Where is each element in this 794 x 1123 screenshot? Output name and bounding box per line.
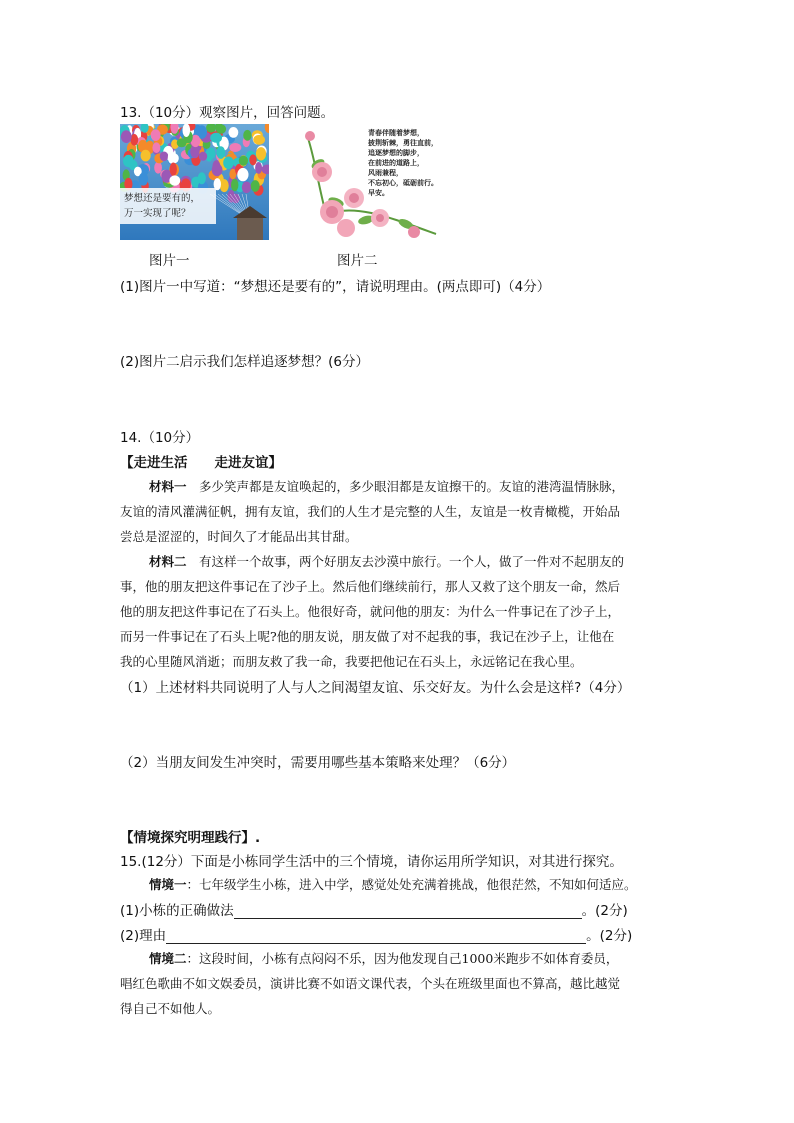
balloon-shape: [216, 124, 226, 134]
q14-section-title: 【走进生活 走进友谊】: [120, 455, 282, 471]
q13-sub1: (1)图片一中写道：“梦想还是要有的”，请说明理由。(两点即可)（4分）: [120, 279, 551, 295]
scene1-text: ：七年级学生小栋，进入中学，感觉处处充满着挑战，他很茫然，不知如何适应。: [186, 877, 637, 892]
poem-line: 风雨兼程，: [368, 168, 403, 177]
q15-sub1-suffix: 。(2分): [581, 903, 628, 919]
poem-line: 早安。: [368, 188, 389, 197]
material1-line-1: [149, 477, 624, 495]
balloon-shape: [141, 150, 151, 162]
balloon-shape: [243, 130, 251, 141]
balloon-shape: [229, 143, 241, 152]
material2-text: 有这样一个故事，两个好朋友去沙漠中旅行。一个人，做了一件对不起朋友的: [186, 554, 625, 569]
balloon-shape: [237, 168, 248, 181]
balloon-shape: [171, 154, 179, 164]
answer-blank-2[interactable]: [166, 930, 586, 944]
caption-picture-two: 图片二: [337, 253, 378, 269]
material2-line-1: [149, 552, 624, 570]
balloon-shape: [152, 142, 160, 153]
house-icon: [237, 218, 263, 240]
balloon-shape: [199, 152, 207, 161]
scene2-text: ：这段时间，小栋有点闷闷不乐，因为他发现自己1000米跑步不如体育委员，: [186, 951, 619, 966]
house-roof-icon: [233, 206, 267, 218]
balloon-shape: [256, 147, 266, 160]
scene1-label: 情境一: [149, 877, 187, 892]
q15-section-title: 【情境探究明理践行】.: [120, 830, 261, 846]
scene2-line-1: [149, 949, 618, 967]
balloon-shape: [231, 179, 238, 192]
q15-sub1-prefix: (1)小栋的正确做法: [120, 903, 234, 919]
picture-two-roses: [296, 124, 440, 240]
material2-line-5: 我的心里随风消逝；而朋友救了我一命，我要把他记在石头上，永远铭记在我心里。: [120, 654, 583, 669]
q15-heading: 15.(12分）下面是小栋同学生活中的三个情境，请你运用所学知识，对其进行探究。: [120, 854, 623, 870]
material1-line-2: 友谊的清风灌满征帆，拥有友谊，我们的人生才是完整的人生，友谊是一枚青橄榄，开始品: [120, 504, 621, 519]
balloon-shape: [239, 156, 248, 166]
balloon-shape: [151, 129, 161, 141]
balloon-shape: [229, 127, 239, 138]
balloon-shape: [183, 124, 191, 137]
q13-sub2: (2)图片二启示我们怎样追逐梦想？(6分）: [120, 354, 369, 370]
q14-sub2: （2）当朋友间发生冲突时，需要用哪些基本策略来处理？（6分）: [120, 755, 516, 771]
overlay-line-1: 梦想还是要有的，: [124, 193, 201, 204]
poem-line: 追逐梦想的脚步，: [368, 148, 424, 157]
balloon-shape: [123, 155, 134, 167]
balloon-shape: [207, 148, 216, 160]
scene1-line: [149, 875, 637, 893]
balloon-shape: [170, 163, 177, 176]
poem-line: 在前进的道路上，: [368, 158, 424, 167]
material2-line-2: 事，他的朋友把这件事记在了沙子上。然后他们继续前行，那人又救了这个朋友一命，然后: [120, 579, 621, 594]
balloon-shape: [253, 135, 265, 145]
balloon-shape: [251, 180, 260, 192]
q15-sub2-suffix: 。(2分): [586, 928, 633, 944]
material2-label: 材料二: [149, 554, 187, 569]
overlay-line-2: 万一实现了呢？: [124, 208, 191, 219]
balloon-shape: [212, 164, 223, 177]
balloon-shape: [220, 179, 229, 192]
balloon-shape: [154, 162, 162, 174]
answer-blank-1[interactable]: [234, 905, 582, 919]
material1-line-3: 尝总是涩涩的，时间久了才能品出其甘甜。: [120, 529, 358, 544]
q13-heading: 13.（10分）观察图片，回答问题。: [120, 105, 335, 121]
scene2-label: 情境二: [149, 951, 187, 966]
balloon-shape: [210, 133, 222, 143]
q15-sub2-prefix: (2)理由: [120, 928, 167, 944]
balloon-shape: [216, 146, 225, 159]
balloon-shape: [139, 173, 149, 186]
poem-line: 不忘初心，砥砺前行。: [368, 178, 438, 187]
q14-heading: 14.（10分）: [120, 430, 200, 446]
picture-one-balloons: [120, 124, 269, 240]
scene2-line-2: 唱红色歌曲不如文娱委员，演讲比赛不如语文课代表，个头在班级里面也不算高，越比越觉: [120, 976, 621, 991]
picture-one-overlay: [120, 188, 216, 224]
picture-two-poem: [368, 128, 438, 198]
balloon-shape: [255, 162, 262, 174]
balloon-shape: [223, 157, 234, 170]
material1-text: 多少笑声都是友谊唤起的，多少眼泪都是友谊擦干的。友谊的港湾温情脉脉，: [186, 479, 625, 494]
balloon-shape: [169, 175, 180, 185]
balloon-shape: [121, 130, 132, 143]
q14-sub1: （1）上述材料共同说明了人与人之间渴望友谊、乐交好友。为什么会是这样?（4分）: [120, 680, 631, 696]
poem-line: 披荆斩棘，勇往直前，: [368, 138, 438, 147]
balloon-shape: [242, 182, 251, 194]
material1-label: 材料一: [149, 479, 187, 494]
material2-line-4: 而另一件事记在了石头上呢?他的朋友说，朋友做了对不起我的事，我记在沙子上，让他在: [120, 629, 615, 644]
balloon-shape: [160, 152, 169, 162]
balloon-shape: [249, 154, 256, 165]
q15-sub2: [120, 924, 632, 944]
balloon-shape: [198, 172, 206, 184]
balloon-shape: [228, 190, 235, 203]
balloon-shape: [265, 124, 269, 133]
poem-line: 青春伴随着梦想，: [368, 128, 424, 137]
caption-picture-one: 图片一: [149, 253, 190, 269]
scene2-line-3: 得自己不如他人。: [120, 1001, 221, 1016]
material2-line-3: 他的朋友把这件事记在了石头上。他很好奇，就问他的朋友：为什么一件事记在了沙子上，: [120, 604, 621, 619]
q15-sub1: [120, 899, 628, 919]
